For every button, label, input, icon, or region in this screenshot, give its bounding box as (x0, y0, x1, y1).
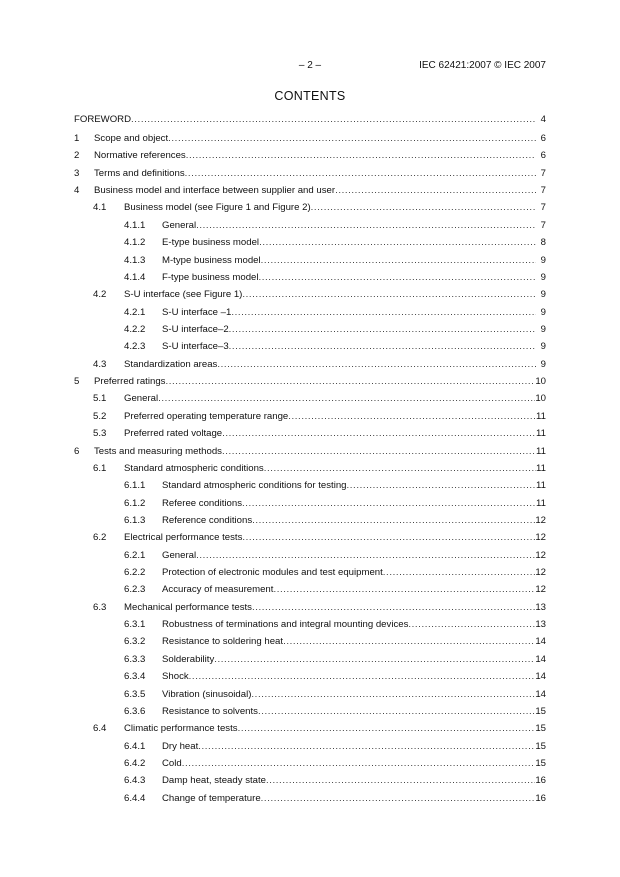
toc-entry-page: 6 (540, 150, 546, 162)
toc-entry-title: Accuracy of measurement (162, 584, 274, 596)
toc-entry-page: 7 (540, 219, 546, 231)
toc-entry-title: M-type business model (162, 254, 261, 266)
toc-entry-page: 9 (540, 341, 546, 353)
toc-entry[interactable] (124, 652, 546, 667)
toc-entry[interactable] (124, 739, 546, 754)
toc-entry-number: 6.2 (93, 532, 107, 544)
toc-entry-title: Resistance to soldering heat (162, 636, 284, 648)
toc-entry[interactable] (124, 582, 546, 597)
toc-entry-page: 12 (535, 549, 546, 561)
toc-entry-number: 4.1.2 (124, 237, 146, 249)
toc-entry-number: 3 (74, 167, 80, 179)
toc-entry-title: Damp heat, steady state (162, 775, 266, 787)
toc-entry-number: 6.4.3 (124, 775, 146, 787)
toc-entry-title: Solderability (162, 653, 215, 665)
toc-entry-page: 4 (540, 114, 546, 125)
dot-leader (185, 166, 536, 181)
toc-entry-number: 6.4.2 (124, 758, 146, 769)
dot-leader (242, 287, 536, 302)
dot-leader (131, 112, 536, 127)
toc-entry-title: Shock (162, 671, 189, 683)
toc-entry-page: 8 (540, 237, 546, 249)
toc-entry[interactable] (93, 721, 546, 736)
dot-leader (259, 235, 536, 250)
dot-leader (335, 183, 536, 198)
toc-entry-page: 6 (540, 133, 546, 144)
dot-leader (264, 461, 536, 476)
toc-entry-page: 13 (535, 619, 546, 631)
toc-entry-title: Preferred operating temperature range (124, 410, 289, 422)
dot-leader (222, 444, 536, 459)
toc-entry[interactable] (124, 565, 546, 580)
toc-entry-number: 5 (74, 376, 80, 387)
toc-entry-page: 14 (535, 653, 546, 665)
toc-entry[interactable] (93, 287, 546, 302)
dot-leader (347, 478, 536, 493)
toc-entry-title: Change of temperature (162, 792, 261, 804)
dot-leader (189, 669, 536, 684)
dot-leader (258, 704, 535, 719)
toc-entry-page: 7 (540, 202, 546, 214)
toc-entry-page: 12 (535, 584, 546, 596)
dot-leader (229, 339, 536, 354)
toc-entry-page: 10 (535, 393, 546, 405)
dot-leader (261, 791, 536, 806)
toc-entry-number: 6.3.6 (124, 705, 146, 717)
toc-entry-page: 11 (536, 445, 546, 457)
toc-entry-title: Business model (see Figure 1 and Figure 2) (124, 202, 311, 214)
toc-entry-title: Mechanical performance tests (124, 601, 252, 613)
toc-entry-page: 14 (535, 636, 546, 648)
toc-entry[interactable] (124, 634, 546, 649)
dot-leader (383, 565, 536, 580)
toc-entry-number: 4.2 (93, 289, 107, 301)
toc-entry-page: 15 (535, 723, 546, 735)
toc-entry-number: 6.3.2 (124, 636, 146, 648)
toc-entry[interactable] (74, 112, 546, 127)
toc-entry-page: 12 (535, 514, 546, 526)
toc-entry-number: 6.1 (93, 462, 107, 474)
dot-leader (252, 600, 535, 615)
toc-entry-title: Dry heat (162, 740, 199, 752)
toc-entry-title: Robustness of terminations and integral mounting devices (162, 619, 409, 631)
toc-entry[interactable] (74, 444, 546, 459)
toc-entry-page: 15 (535, 740, 546, 752)
toc-entry-title: Referee conditions (162, 497, 242, 509)
toc-entry-title: S-U interface–2 (162, 324, 229, 335)
toc-entry-page: 15 (535, 758, 546, 769)
toc-entry[interactable] (124, 704, 546, 719)
toc-entry[interactable] (93, 426, 546, 441)
toc-entry-number: 6.2.2 (124, 567, 146, 578)
toc-entry-number: 4.1.3 (124, 254, 146, 266)
toc-entry-title: S-U interface–3 (162, 341, 229, 353)
toc-entry[interactable] (93, 200, 546, 215)
toc-entry-title: FOREWORD (74, 114, 132, 125)
toc-entry-number: 5.1 (93, 393, 107, 405)
toc-entry-number: 6.1.1 (124, 480, 146, 492)
toc-entry-number: 6.4.4 (124, 792, 146, 804)
toc-entry-page: 11 (536, 410, 546, 422)
toc-entry-title: Preferred rated voltage (124, 428, 223, 440)
toc-entry-page: 7 (540, 167, 546, 179)
contents-title: CONTENTS (274, 89, 346, 103)
toc-entry[interactable] (93, 409, 546, 424)
toc-entry-page: 15 (535, 705, 546, 717)
dot-leader (168, 131, 536, 146)
toc-entry[interactable] (93, 600, 546, 615)
toc-entry-page: 16 (535, 792, 546, 804)
toc-entry-page: 13 (535, 601, 546, 613)
toc-entry-number: 4.1.4 (124, 271, 146, 283)
toc-entry[interactable] (74, 374, 546, 389)
toc-entry[interactable] (124, 669, 546, 684)
toc-entry-title: Standardization areas (124, 358, 218, 370)
toc-entry-number: 4.3 (93, 358, 107, 370)
dot-leader (196, 548, 535, 563)
toc-entry-page: 11 (536, 428, 546, 440)
toc-entry-title: Standard atmospheric conditions (124, 462, 264, 474)
toc-entry-number: 6 (74, 445, 80, 457)
toc-entry[interactable] (124, 339, 546, 354)
dot-leader (266, 773, 535, 788)
dot-leader (261, 253, 536, 268)
toc-entry-page: 9 (540, 289, 546, 301)
toc-entry-number: 6.2.1 (124, 549, 146, 561)
dot-leader (182, 756, 536, 771)
toc-entry[interactable] (93, 357, 546, 372)
toc-entry[interactable] (124, 322, 546, 337)
toc-entry-title: S-U interface –1 (162, 306, 232, 318)
toc-entry-title: Protection of electronic modules and test equipment (162, 567, 383, 578)
toc-entry-title: Terms and definitions (94, 167, 185, 179)
toc-entry-number: 1 (74, 133, 80, 144)
toc-entry[interactable] (74, 183, 546, 198)
toc-entry-title: Electrical performance tests (124, 532, 243, 544)
toc-entry[interactable] (124, 617, 546, 632)
dot-leader (222, 426, 536, 441)
toc-entry-page: 12 (535, 532, 546, 544)
toc-entry-page: 11 (536, 480, 546, 492)
toc-entry-number: 4 (74, 185, 80, 197)
toc-entry-page: 16 (535, 775, 546, 787)
dot-leader (288, 409, 536, 424)
toc-entry-page: 7 (540, 185, 546, 197)
toc-entry-number: 4.2.3 (124, 341, 146, 353)
toc-entry-title: General (162, 219, 197, 231)
toc-entry[interactable] (124, 513, 546, 528)
toc-entry-title: S-U interface (see Figure 1) (124, 289, 243, 301)
toc-entry-title: Cold (162, 758, 182, 769)
toc-entry-title: Normative references (94, 150, 186, 162)
toc-entry-number: 6.3.5 (124, 688, 146, 700)
toc-entry-page: 11 (536, 462, 546, 474)
toc-entry-title: F-type business model (162, 271, 259, 283)
toc-entry[interactable] (124, 791, 546, 806)
toc-entry-number: 4.2.1 (124, 306, 146, 318)
toc-entry-title: General (162, 549, 197, 561)
toc-entry-number: 6.1.3 (124, 514, 146, 526)
dot-leader (238, 721, 536, 736)
toc-entry[interactable] (124, 253, 546, 268)
toc-entry-number: 6.4.1 (124, 740, 146, 752)
dot-leader (229, 322, 536, 337)
toc-entry-number: 6.3.1 (124, 619, 146, 631)
toc-entry-number: 6.4 (93, 723, 107, 735)
toc-entry[interactable] (74, 131, 546, 146)
toc-entry-number: 6.2.3 (124, 584, 146, 596)
toc-entry[interactable] (124, 756, 546, 771)
toc-entry-number: 6.1.2 (124, 497, 146, 509)
toc-entry-page: 12 (535, 567, 546, 578)
toc-entry-page: 14 (535, 688, 546, 700)
toc-entry[interactable] (124, 270, 546, 285)
dot-leader (251, 687, 535, 702)
toc-entry-title: Scope and object (94, 133, 169, 144)
toc-entry-number: 6.3.3 (124, 653, 146, 665)
toc-entry-title: Resistance to solvents (162, 705, 258, 717)
toc-entry-page: 14 (535, 671, 546, 683)
toc-entry[interactable] (124, 478, 546, 493)
toc-entry[interactable] (93, 461, 546, 476)
toc-entry[interactable] (124, 496, 546, 511)
toc-entry[interactable] (74, 148, 546, 163)
dot-leader (242, 496, 536, 511)
dot-leader (214, 652, 535, 667)
dot-leader (217, 357, 536, 372)
dot-leader (283, 634, 535, 649)
toc-entry[interactable] (93, 530, 546, 545)
dot-leader (311, 200, 536, 215)
toc-entry-number: 4.1 (93, 202, 107, 214)
toc-entry-title: Standard atmospheric conditions for testing (162, 480, 347, 492)
dot-leader (165, 374, 535, 389)
dot-leader (196, 218, 536, 233)
toc-entry-title: Climatic performance tests (124, 723, 238, 735)
toc-entry-page: 9 (540, 324, 546, 335)
dot-leader (198, 739, 535, 754)
toc-entry[interactable] (124, 235, 546, 250)
toc-entry-number: 5.2 (93, 410, 107, 422)
standard-reference: IEC 62421:2007 © IEC 2007 (419, 60, 546, 71)
toc-entry-number: 6.3 (93, 601, 107, 613)
toc-entry[interactable] (93, 391, 546, 406)
toc-entry[interactable] (124, 548, 546, 563)
dot-leader (259, 270, 536, 285)
toc-entry-number: 2 (74, 150, 80, 162)
page-number: – 2 – (298, 60, 322, 71)
dot-leader (242, 530, 535, 545)
toc-entry[interactable] (124, 687, 546, 702)
dot-leader (273, 582, 535, 597)
dot-leader (158, 391, 535, 406)
toc-entry-number: 4.2.2 (124, 324, 146, 335)
toc-entry-page: 9 (540, 358, 546, 370)
toc-entry-page: 9 (540, 271, 546, 283)
toc-entry-page: 10 (535, 376, 546, 387)
toc-entry-title: Reference conditions (162, 514, 253, 526)
toc-entry-page: 9 (540, 306, 546, 318)
toc-entry[interactable] (124, 773, 546, 788)
toc-entry-number: 6.3.4 (124, 671, 146, 683)
toc-entry[interactable] (124, 218, 546, 233)
toc-entry-title: E-type business model (162, 237, 260, 249)
toc-entry-title: Business model and interface between supplier and user (94, 185, 336, 197)
dot-leader (186, 148, 536, 163)
toc-entry-title: Preferred ratings (94, 376, 166, 387)
toc-entry[interactable] (74, 166, 546, 181)
toc-entry-title: Tests and measuring methods (94, 445, 222, 457)
dot-leader (408, 617, 535, 632)
toc-entry-title: General (124, 393, 159, 405)
dot-leader (252, 513, 535, 528)
toc-entry[interactable] (124, 305, 546, 320)
toc-entry-page: 9 (540, 254, 546, 266)
toc-entry-title: Vibration (sinusoidal) (162, 688, 252, 700)
toc-entry-number: 4.1.1 (124, 219, 146, 231)
toc-entry-page: 11 (536, 497, 546, 509)
toc-entry-number: 5.3 (93, 428, 107, 440)
dot-leader (231, 305, 536, 320)
